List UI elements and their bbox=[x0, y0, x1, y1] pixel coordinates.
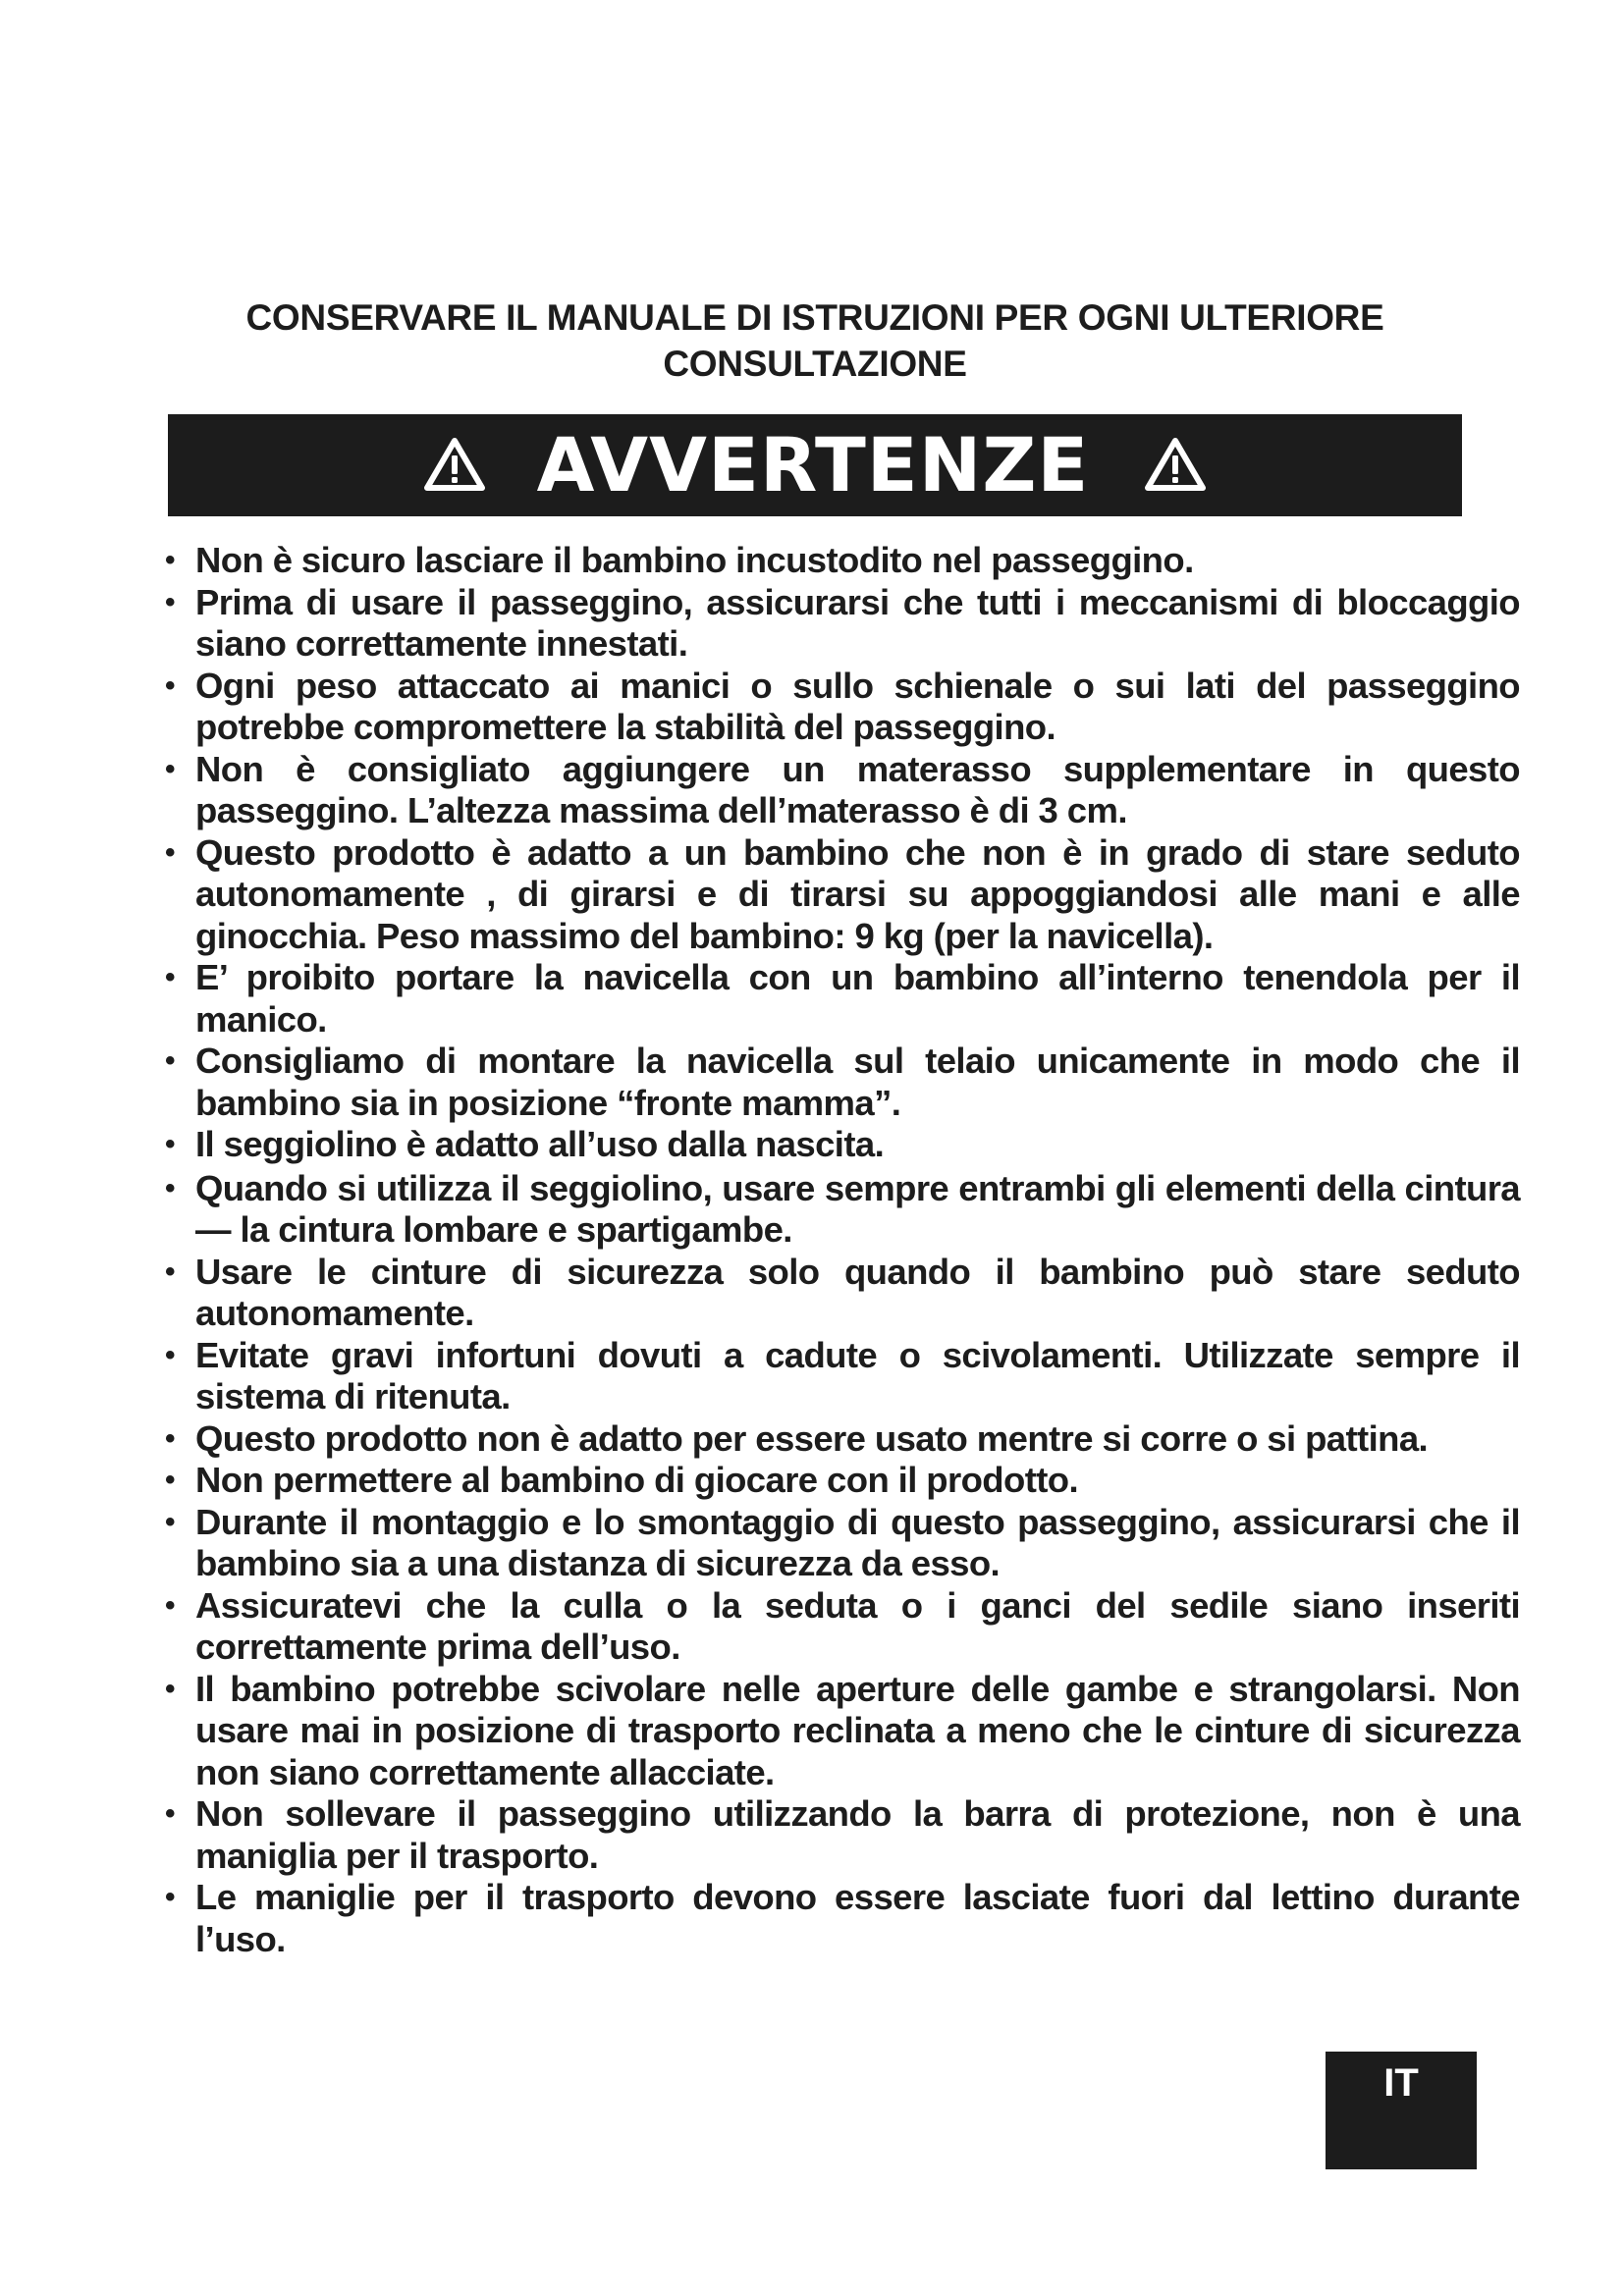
bullet: • bbox=[165, 1881, 175, 1913]
warning-triangle-icon bbox=[423, 437, 486, 494]
list-item bbox=[165, 749, 1520, 832]
warning-text: Questo prodotto non è adatto per essere usato mentre si corre o si pattina. bbox=[195, 1417, 1429, 1459]
list-item bbox=[165, 1585, 1520, 1669]
bullet: • bbox=[165, 668, 175, 702]
list-item bbox=[165, 540, 1520, 582]
bullet: • bbox=[165, 1464, 175, 1496]
warning-text: Assicuratevi che la culla o la seduta o i ganci del sedile siano inseriti correttamente prima dell’uso. bbox=[195, 1584, 1520, 1667]
list-item bbox=[165, 1669, 1520, 1794]
warning-text: Ogni peso attaccato ai manici o sullo schienale o sui lati del passeggino potrebbe compromettere la stabilità del passeggino. bbox=[195, 665, 1520, 747]
list-item bbox=[165, 957, 1520, 1041]
list-item bbox=[165, 1124, 1520, 1166]
bullet: • bbox=[165, 544, 175, 576]
warning-triangle-icon bbox=[1144, 437, 1207, 494]
bullet: • bbox=[165, 1171, 175, 1204]
warnings-list bbox=[165, 540, 1520, 1960]
list-item bbox=[165, 1877, 1520, 1960]
language-tab: IT bbox=[1326, 2052, 1477, 2169]
warning-text: Evitate gravi infortuni dovuti a cadute o scivolamenti. Utilizzate sempre il sistema di ritenuta. bbox=[195, 1334, 1520, 1416]
bullet: • bbox=[165, 1421, 175, 1455]
warning-text: Quando si utilizza il seggiolino, usare sempre entrambi gli elementi della cintura — la cintura lombare e spartigambe. bbox=[195, 1167, 1520, 1250]
bullet: • bbox=[165, 961, 175, 993]
list-item bbox=[165, 1460, 1520, 1502]
warning-text: Non sollevare il passeggino utilizzando la barra di protezione, non è una maniglia per il trasporto. bbox=[195, 1793, 1520, 1876]
bullet: • bbox=[165, 835, 175, 869]
list-item bbox=[165, 1335, 1520, 1418]
list-item bbox=[165, 666, 1520, 749]
warning-text: Questo prodotto è adatto a un bambino che non è in grado di stare seduto autonomamente , di girarsi e di tirarsi su appoggiandosi alle mani e alle ginocchia. Peso massimo del bambino: 9 kg (per la navicella). bbox=[195, 831, 1520, 956]
bullet: • bbox=[165, 1128, 175, 1160]
warning-text: Usare le cinture di sicurezza solo quando il bambino può stare seduto autonomamente. bbox=[195, 1251, 1520, 1333]
list-item bbox=[165, 1418, 1520, 1461]
warning-text: E’ proibito portare la navicella con un bambino all’interno tenendola per il manico. bbox=[195, 957, 1520, 1040]
warning-text: Durante il montaggio e lo smontaggio di questo passeggino, assicurarsi che il bambino sia a una distanza di sicurezza da esso. bbox=[195, 1501, 1520, 1583]
warning-text: Non è consigliato aggiungere un materasso supplementare in questo passeggino. L’altezza massima dell’materasso è di 3 cm. bbox=[195, 748, 1520, 830]
keep-manual-note: CONSERVARE IL MANUALE DI ISTRUZIONI PER OGNI ULTERIORE CONSULTAZIONE bbox=[245, 297, 1384, 384]
banner-title: AVVERTENZE bbox=[536, 421, 1090, 508]
list-item bbox=[165, 1252, 1520, 1335]
warning-text: Consigliamo di montare la navicella sul telaio unicamente in modo che il bambino sia in posizione “fronte mamma”. bbox=[195, 1041, 1520, 1123]
list-item bbox=[165, 1502, 1520, 1585]
warning-text: Le maniglie per il trasporto devono essere lasciate fuori dal lettino durante l’uso. bbox=[195, 1877, 1520, 1959]
bullet: • bbox=[165, 752, 175, 785]
list-item bbox=[165, 1041, 1520, 1124]
bullet: • bbox=[165, 1338, 175, 1371]
warning-text: Il bambino potrebbe scivolare nelle aperture delle gambe e strangolarsi. Non usare mai in posizione di trasporto reclinata a meno che le cinture di sicurezza non siano correttamente allacciate. bbox=[195, 1668, 1520, 1792]
warnings-banner bbox=[168, 414, 1462, 516]
bullet: • bbox=[165, 585, 175, 618]
list-item bbox=[165, 832, 1520, 958]
list-item bbox=[165, 1168, 1520, 1252]
bullet: • bbox=[165, 1797, 175, 1830]
bullet: • bbox=[165, 1044, 175, 1077]
warning-text: Non permettere al bambino di giocare con il prodotto. bbox=[195, 1460, 1079, 1500]
bullet: • bbox=[165, 1505, 175, 1538]
bullet: • bbox=[165, 1588, 175, 1622]
warning-text: Il seggiolino è adatto all’uso dalla nascita. bbox=[195, 1124, 885, 1164]
list-item bbox=[165, 582, 1520, 666]
warning-text: Prima di usare il passeggino, assicurarsi che tutti i meccanismi di bloccaggio siano correttamente innestati. bbox=[195, 581, 1520, 664]
bullet: • bbox=[165, 1672, 175, 1705]
list-item bbox=[165, 1793, 1520, 1877]
bullet: • bbox=[165, 1255, 175, 1288]
warning-text: Non è sicuro lasciare il bambino incustodito nel passeggino. bbox=[195, 540, 1194, 580]
